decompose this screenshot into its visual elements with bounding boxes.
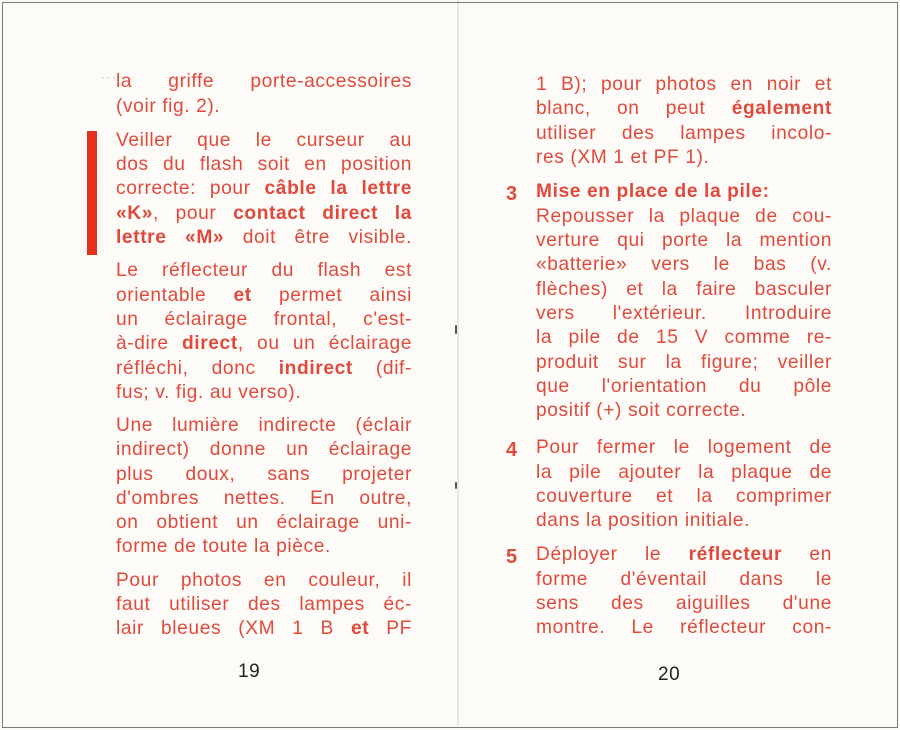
text-run: flèches) et la faire basculer	[536, 279, 832, 300]
right-text-line	[536, 180, 832, 204]
right-text-line	[536, 436, 832, 460]
left-text-line	[116, 463, 412, 487]
text-run: positif (+) soit correcte.	[536, 400, 747, 421]
right-text-line	[536, 278, 832, 302]
text-run: correcte: pour	[116, 178, 265, 199]
text-run: dans la position initiale.	[536, 510, 750, 531]
bold-text-run: contact direct la	[233, 203, 412, 224]
bold-text-run: réflecteur	[688, 544, 783, 565]
right-text-line	[536, 592, 832, 616]
right-text-line	[536, 509, 832, 533]
right-text-line	[536, 205, 832, 229]
text-run: plus doux, sans projeter	[116, 464, 412, 485]
text-run: «batterie» vers le bas (v.	[536, 254, 832, 275]
text-run: produit sur la figure; veiller	[536, 352, 832, 373]
bold-text-run: lettre «M»	[116, 227, 225, 248]
text-run: Pour photos en couleur, il	[116, 570, 412, 591]
print-speck	[455, 482, 457, 489]
text-run: res (XM 1 et PF 1).	[536, 147, 710, 168]
left-text-line	[116, 593, 412, 617]
text-run: réfléchi, donc	[116, 358, 279, 379]
text-run: montre. Le réflecteur con-	[536, 617, 832, 638]
right-text-line	[536, 616, 832, 640]
page-number-right: 20	[658, 664, 681, 685]
text-run: sens des aiguilles d'une	[536, 593, 832, 614]
right-text-line	[536, 97, 832, 121]
left-text-line	[116, 70, 412, 94]
text-run: , pour	[153, 203, 234, 224]
text-run: d'ombres nettes. En outre,	[116, 488, 412, 509]
text-run: permet ainsi	[251, 285, 412, 306]
left-text-line	[116, 414, 412, 438]
left-text-line	[116, 332, 412, 356]
text-run: Le réflecteur du flash est	[116, 260, 412, 281]
text-run: forme d'éventail dans le	[536, 569, 832, 590]
right-text-line	[536, 326, 832, 350]
right-text-line	[536, 568, 832, 592]
step-number: 4	[506, 439, 518, 461]
bold-text-run: «K»	[116, 203, 153, 224]
text-run: , ou un éclairage	[237, 333, 413, 354]
right-text-line	[536, 122, 832, 146]
right-text-line	[536, 485, 832, 509]
left-text-line	[116, 177, 412, 201]
text-run: doit être visible.	[224, 227, 412, 248]
text-run: à-dire	[116, 333, 182, 354]
text-run: on obtient un éclairage uni-	[116, 512, 412, 533]
text-run: utiliser des lampes incolo-	[536, 123, 832, 144]
text-run: lair bleues (XM 1 B	[116, 618, 351, 639]
text-run: Repousser la plaque de cou-	[536, 206, 832, 227]
step-number: 5	[506, 546, 518, 568]
text-run: en	[782, 544, 832, 565]
text-run: verture qui porte la mention	[536, 230, 832, 251]
text-run: Pour fermer le logement de	[536, 437, 832, 458]
left-text-line	[116, 487, 412, 511]
left-text-line	[116, 357, 412, 381]
page-number-left: 19	[238, 661, 261, 682]
left-text-line	[116, 569, 412, 593]
bold-text-run: et	[350, 618, 370, 639]
show-through-text: ...	[100, 63, 118, 84]
text-run: un éclairage frontal, c'est-	[116, 309, 412, 330]
left-text-line	[116, 617, 412, 641]
text-run: Veiller que le curseur au	[116, 130, 412, 151]
book-gutter	[457, 0, 459, 726]
left-text-line	[116, 511, 412, 535]
text-run: indirect) donne un éclairage	[116, 439, 412, 460]
text-run: que l'orientation du pôle	[536, 376, 832, 397]
text-run: fus; v. fig. au verso).	[116, 382, 302, 403]
text-run: vers l'extérieur. Introduire	[536, 303, 832, 324]
bold-text-run: Mise en place de la pile:	[536, 181, 770, 202]
text-run: couverture et la comprimer	[536, 486, 832, 507]
right-text-line	[536, 375, 832, 399]
text-run: 1 B); pour photos en noir et	[536, 74, 832, 95]
right-text-line	[536, 543, 832, 567]
margin-marker-bar	[87, 131, 97, 255]
bold-text-run: également	[731, 98, 832, 119]
bold-text-run: direct	[181, 333, 238, 354]
text-run: Une lumière indirecte (éclair	[116, 415, 412, 436]
right-text-line	[536, 351, 832, 375]
left-text-line	[116, 129, 412, 153]
right-text-line	[536, 73, 832, 97]
left-text-line	[116, 381, 412, 405]
print-speck	[455, 325, 457, 334]
text-run: (voir fig. 2).	[116, 96, 221, 117]
right-text-line	[536, 399, 832, 423]
left-text-line	[116, 226, 412, 250]
bold-text-run: indirect	[278, 358, 353, 379]
text-run: blanc, on peut	[536, 98, 732, 119]
right-text-line	[536, 302, 832, 326]
text-run: PF	[369, 618, 412, 639]
text-run: la pile ajouter la plaque de	[536, 462, 832, 483]
text-run: Déployer le	[536, 544, 689, 565]
step-number: 3	[506, 183, 518, 205]
left-text-line	[116, 202, 412, 226]
right-text-line	[536, 146, 832, 170]
left-text-line	[116, 259, 412, 283]
text-run: (dif-	[352, 358, 412, 379]
text-run: orientable	[116, 285, 234, 306]
right-text-line	[536, 461, 832, 485]
text-run: forme de toute la pièce.	[116, 536, 331, 557]
bold-text-run: câble la lettre	[264, 178, 412, 199]
text-run: dos du flash soit en position	[116, 154, 412, 175]
text-run: la griffe porte-accessoires	[116, 71, 412, 92]
text-run: faut utiliser des lampes éc-	[116, 594, 412, 615]
bold-text-run: et	[233, 285, 252, 306]
left-text-line	[116, 308, 412, 332]
left-text-line	[116, 438, 412, 462]
left-text-line	[116, 153, 412, 177]
left-text-line	[116, 284, 412, 308]
left-text-line	[116, 95, 412, 119]
left-text-line	[116, 535, 412, 559]
right-text-line	[536, 229, 832, 253]
right-text-line	[536, 253, 832, 277]
text-run: la pile de 15 V comme re-	[536, 327, 832, 348]
